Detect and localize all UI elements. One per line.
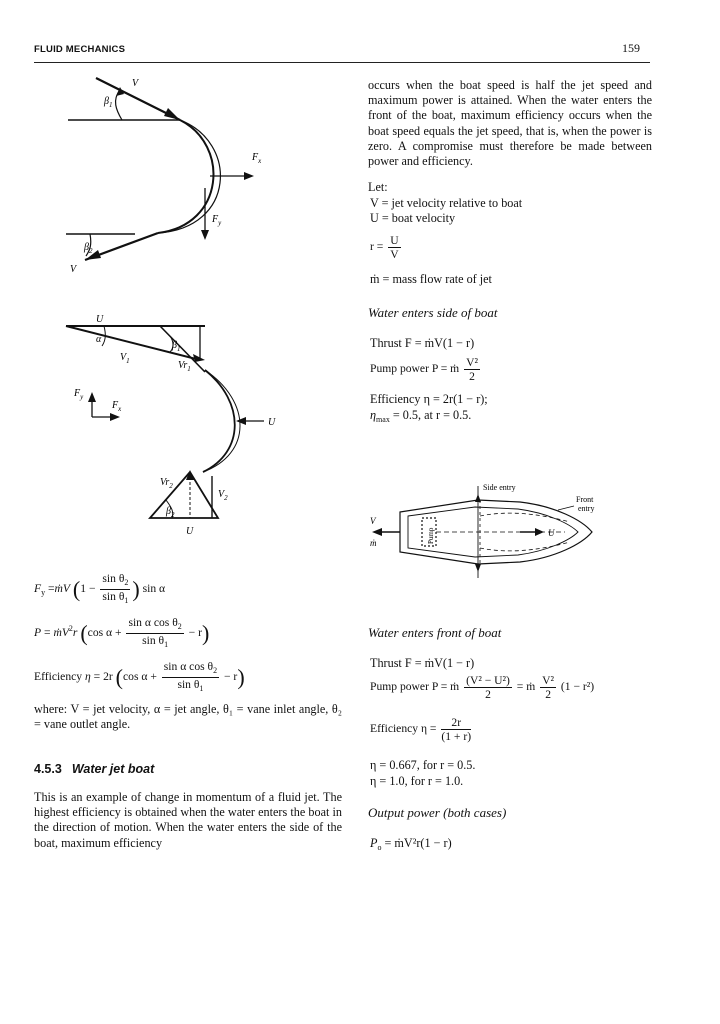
label-vr2: Vr — [160, 477, 170, 488]
svg-text:Fy — [211, 214, 222, 227]
equation-fy: $F_y$ =ṁV (1 − $\frac{\sin \theta_2}{\sin \theta_1}$ ) sin α — [34, 572, 166, 605]
let-label: Let: — [368, 180, 388, 194]
label-fy-b-sub: y — [80, 393, 84, 401]
section-title: Water jet boat — [71, 762, 155, 776]
section-number: 4.5.3 — [34, 762, 62, 776]
definition-u: U = boat velocity — [370, 211, 456, 225]
label-fy-b: F — [74, 388, 81, 399]
section-heading — [34, 760, 154, 778]
svg-text:Side entry — [483, 483, 516, 492]
side-entry-top-arrowhead — [475, 494, 481, 502]
label-fx-b: F — [112, 400, 119, 411]
label-side-entry: Side entry — [483, 483, 516, 492]
svg-text:α — [96, 334, 102, 345]
velocity-triangle-diagram — [40, 312, 280, 542]
label-v2: V — [218, 489, 225, 500]
svg-text:V — [70, 264, 78, 275]
svg-text:β1 — [103, 96, 112, 109]
fy-arrowhead — [201, 230, 209, 240]
equation-power: P = ṁV$^2$r (cos α + $\frac{\sin \alpha \cos \theta_2}{\sin \theta_1}$ − r) — [34, 616, 210, 649]
label-vr1: Vr — [178, 360, 188, 371]
definition-mdot: ṁ = mass flow rate of jet — [370, 272, 492, 286]
right-paragraph: occurs when the boat speed is half the jet speed and maximum power is attained. When the water enters the front of the boat, maximum efficiency occurs when the boat speed equals the jet speed, that is, when the power is zero. A compromise must therefore be made between power and efficiency. — [368, 78, 652, 169]
svg-text:U — [96, 314, 104, 325]
svg-text:V — [132, 78, 140, 89]
label-vr2-sub: 2 — [169, 482, 173, 490]
efficiency-side: Efficiency η = 2r(1 − r); — [370, 392, 488, 406]
page-number: 159 — [622, 41, 640, 55]
label-boat-m: ṁ — [370, 538, 377, 548]
thrust-side: Thrust F = ṁV(1 − r) — [370, 336, 475, 350]
variable-definitions: where: V = jet velocity, α = jet angle, θ₁ = vane inlet angle, θ₂ = vane outlet angle. — [34, 702, 342, 732]
efficiency-front: Efficiency η = $\frac{2r}{(1 + r)}$ — [370, 716, 472, 743]
svg-text:U — [186, 526, 194, 537]
fx-axis-arrowhead — [110, 413, 120, 421]
u-right-arrowhead — [236, 417, 246, 425]
svg-text:Vr2 — [160, 477, 173, 490]
svg-text:ṁ — [370, 538, 377, 548]
svg-text:entry — [578, 504, 594, 513]
label-u-top: U — [96, 314, 104, 325]
label-alpha: α — [96, 334, 102, 345]
svg-text:Front — [576, 495, 594, 504]
svg-text:Fx — [111, 400, 122, 413]
pump-power-side: Pump power P = ṁ $\frac{\text{V²}}{2}$ — [370, 356, 478, 383]
v1-arrowhead — [193, 354, 205, 362]
svg-text:Fx — [251, 152, 262, 165]
vane-force-diagram — [40, 70, 280, 290]
label-u-right: U — [268, 417, 276, 428]
fx-arrowhead — [244, 172, 254, 180]
label-fx-sub: x — [258, 157, 262, 165]
front-entry-leader — [558, 506, 574, 510]
svg-text:β1 — [171, 340, 180, 353]
u-arrowhead — [535, 528, 544, 536]
svg-text:V1 — [120, 352, 130, 365]
front-entry-dashed-bottom — [480, 542, 570, 551]
label-v1-sub: 1 — [126, 357, 130, 365]
svg-text:β2 — [165, 506, 175, 519]
output-power-equation: $P_o$ = ṁV²r(1 − r) — [370, 836, 452, 852]
water-jet-boat-diagram — [360, 480, 610, 585]
label-beta1-b-sub: 1 — [176, 345, 181, 353]
svg-text:Pump — [427, 527, 435, 544]
inlet-arrowhead — [164, 108, 180, 120]
ratio-r-equation: r = $\frac{U}{V}$ — [370, 234, 399, 261]
label-fy-sub: y — [218, 219, 222, 227]
label-fy: F — [212, 214, 219, 225]
label-beta2: β — [84, 242, 89, 253]
v1-line — [66, 326, 200, 360]
label-u-bottom: U — [186, 526, 194, 537]
label-v-outlet: V — [70, 264, 77, 275]
label-front: Front — [576, 495, 594, 504]
vane2-outer — [203, 370, 235, 472]
label-vr1-sub: 1 — [187, 365, 191, 373]
svg-text:Fy — [73, 388, 84, 401]
side-entry-title: Water enters side of boat — [368, 305, 498, 320]
label-beta1-sub: 1 — [108, 101, 113, 109]
label-v1: V — [120, 352, 127, 363]
label-boat-v: V — [370, 516, 376, 526]
label-pump: Pump — [427, 527, 435, 544]
label-boat-u: U — [548, 528, 555, 538]
svg-text:U — [268, 417, 276, 428]
label-v-inlet: V — [132, 78, 139, 89]
label-fx: F — [252, 152, 259, 163]
jet-arrowhead — [372, 528, 382, 536]
eta-value-2: η = 1.0, for r = 1.0. — [370, 774, 464, 788]
label-beta2-b-sub: 2 — [170, 511, 175, 519]
label-fx-b-sub: x — [118, 405, 122, 413]
eta-value-1: η = 0.667, for r = 0.5. — [370, 758, 476, 772]
header-rule — [34, 62, 650, 63]
svg-text:Vr1 — [178, 360, 191, 373]
pump-power-front: Pump power P = ṁ $\frac{\text{(V² − U²)}}{2}$ = ṁ $\frac{\text{V²}}{2}$ (1 − r²) — [370, 674, 595, 701]
equation-efficiency: Efficiency η = 2r (cos α + $\frac{\sin \alpha \cos \theta_2}{\sin \theta_1}$ − r) — [34, 660, 245, 693]
label-beta2-sub: 2 — [88, 247, 93, 255]
left-paragraph: This is an example of change in momentum of a fluid jet. The highest efficiency is obtained when the water enters the boat in the direction of motion. When the water enters the side of the boat, maximum efficiency — [34, 790, 342, 850]
eta-max: $\eta_{max} = 0.5$, at r = 0.5. — [370, 408, 472, 424]
label-v2-sub: 2 — [224, 494, 228, 502]
front-entry-dashed-top — [480, 513, 570, 522]
thrust-front: Thrust F = ṁV(1 − r) — [370, 656, 475, 670]
svg-text:V — [370, 516, 377, 526]
svg-text:V2 — [218, 489, 228, 502]
label-beta2-b: β — [166, 506, 171, 517]
label-beta1: β — [104, 96, 109, 107]
running-title: FLUID MECHANICS — [34, 44, 126, 55]
svg-text:U — [548, 528, 555, 538]
definition-v: V = jet velocity relative to boat — [370, 196, 523, 210]
label-entry: entry — [578, 504, 595, 513]
fy-axis-arrowhead — [88, 392, 96, 402]
output-power-title: Output power (both cases) — [368, 805, 507, 820]
front-entry-title: Water enters front of boat — [368, 625, 502, 640]
label-beta1-b: β — [172, 340, 177, 351]
side-entry-bottom-arrowhead — [475, 564, 481, 572]
